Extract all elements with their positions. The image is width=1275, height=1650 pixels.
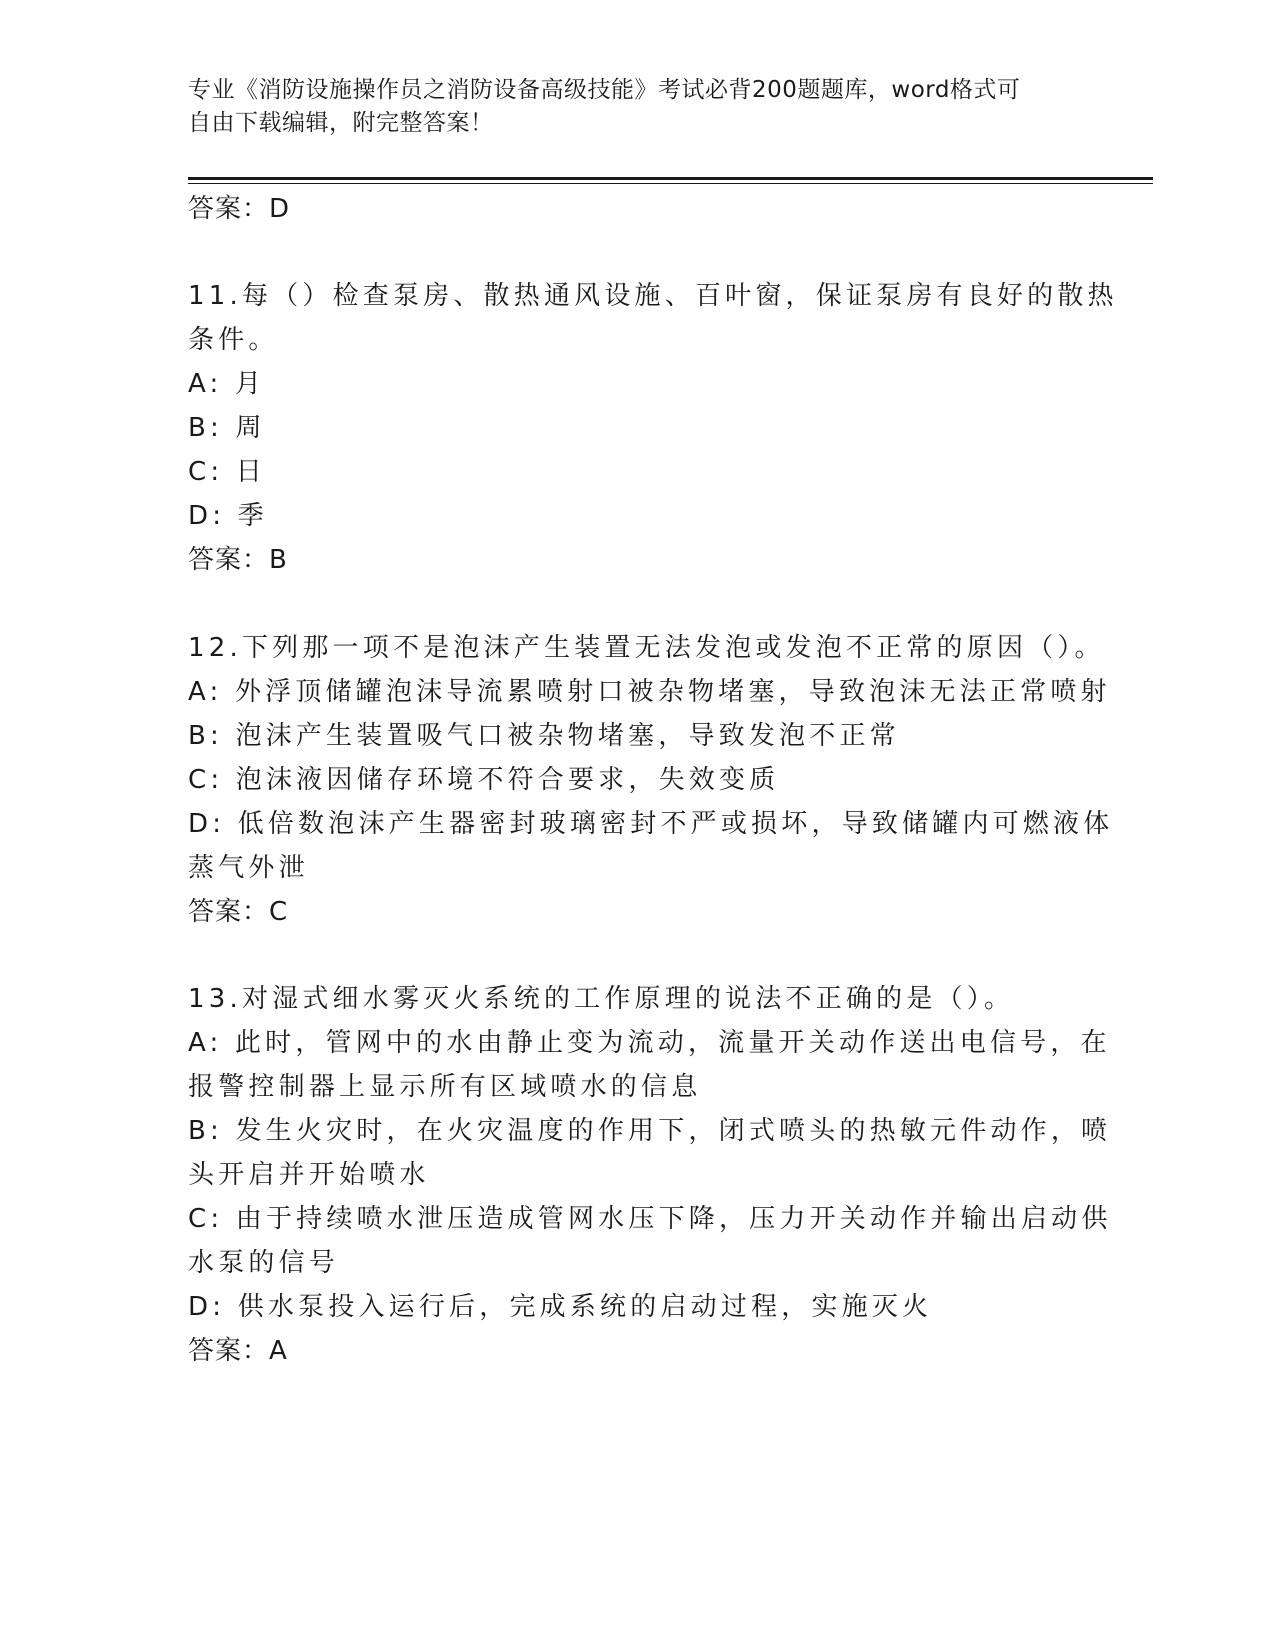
question-13-answer: 答案：A <box>188 1336 288 1366</box>
header-rule-thin <box>188 183 1153 184</box>
document-header <box>188 74 1068 140</box>
question-11-option-c: C: 日 <box>188 457 266 487</box>
answer-line-top: 答案：D <box>188 194 291 224</box>
question-11-answer: 答案：B <box>188 545 288 575</box>
header-line-1: 专业《消防设施操作员之消防设备高级技能》考试必背200题题库，word格式可 <box>188 77 1021 103</box>
question-11-option-b: B: 周 <box>188 413 266 443</box>
question-13-option-d: D: 供水泵投入运行后，完成系统的启动过程，实施灭火 <box>188 1292 933 1322</box>
question-11-line-1: 11.每（）检查泵房、散热通风设施、百叶窗，保证泵房有良好的散热 <box>188 281 1118 311</box>
question-12-option-d-line-1: D: 低倍数泡沫产生器密封玻璃密封不严或损坏，导致储罐内可燃液体 <box>188 809 1114 839</box>
question-13-option-a-line-1: A: 此时，管网中的水由静止变为流动，流量开关动作送出电信号，在 <box>188 1028 1111 1058</box>
question-13-option-c-line-1: C: 由于持续喷水泄压造成管网水压下降，压力开关动作并输出启动供 <box>188 1204 1112 1234</box>
header-line-2: 自由下载编辑，附完整答案！ <box>188 110 494 136</box>
question-11-option-a: A: 月 <box>188 369 266 399</box>
question-13-option-b-line-2: 头开启并开始喷水 <box>188 1160 430 1190</box>
question-11-line-2: 条件。 <box>188 325 279 355</box>
question-12-answer: 答案：C <box>188 897 289 927</box>
question-12-option-a: A: 外浮顶储罐泡沫导流累喷射口被杂物堵塞，导致泡沫无法正常喷射 <box>188 677 1111 707</box>
question-13-option-b-line-1: B: 发生火灾时，在火灾温度的作用下，闭式喷头的热敏元件动作，喷 <box>188 1116 1112 1146</box>
question-13-line-1: 13.对湿式细水雾灭火系统的工作原理的说法不正确的是（）。 <box>188 984 1015 1014</box>
question-12-option-b: B: 泡沫产生装置吸气口被杂物堵塞，导致发泡不正常 <box>188 721 900 751</box>
question-12-option-d-line-2: 蒸气外泄 <box>188 853 309 883</box>
question-13-option-c-line-2: 水泵的信号 <box>188 1248 340 1278</box>
question-11-option-d: D: 季 <box>188 501 268 531</box>
header-rule-thick <box>188 177 1153 180</box>
question-12-line-1: 12.下列那一项不是泡沫产生装置无法发泡或发泡不正常的原因（）。 <box>188 633 1105 663</box>
question-12-option-c: C: 泡沫液因储存环境不符合要求，失效变质 <box>188 765 780 795</box>
question-13-option-a-line-2: 报警控制器上显示所有区域喷水的信息 <box>188 1072 702 1102</box>
